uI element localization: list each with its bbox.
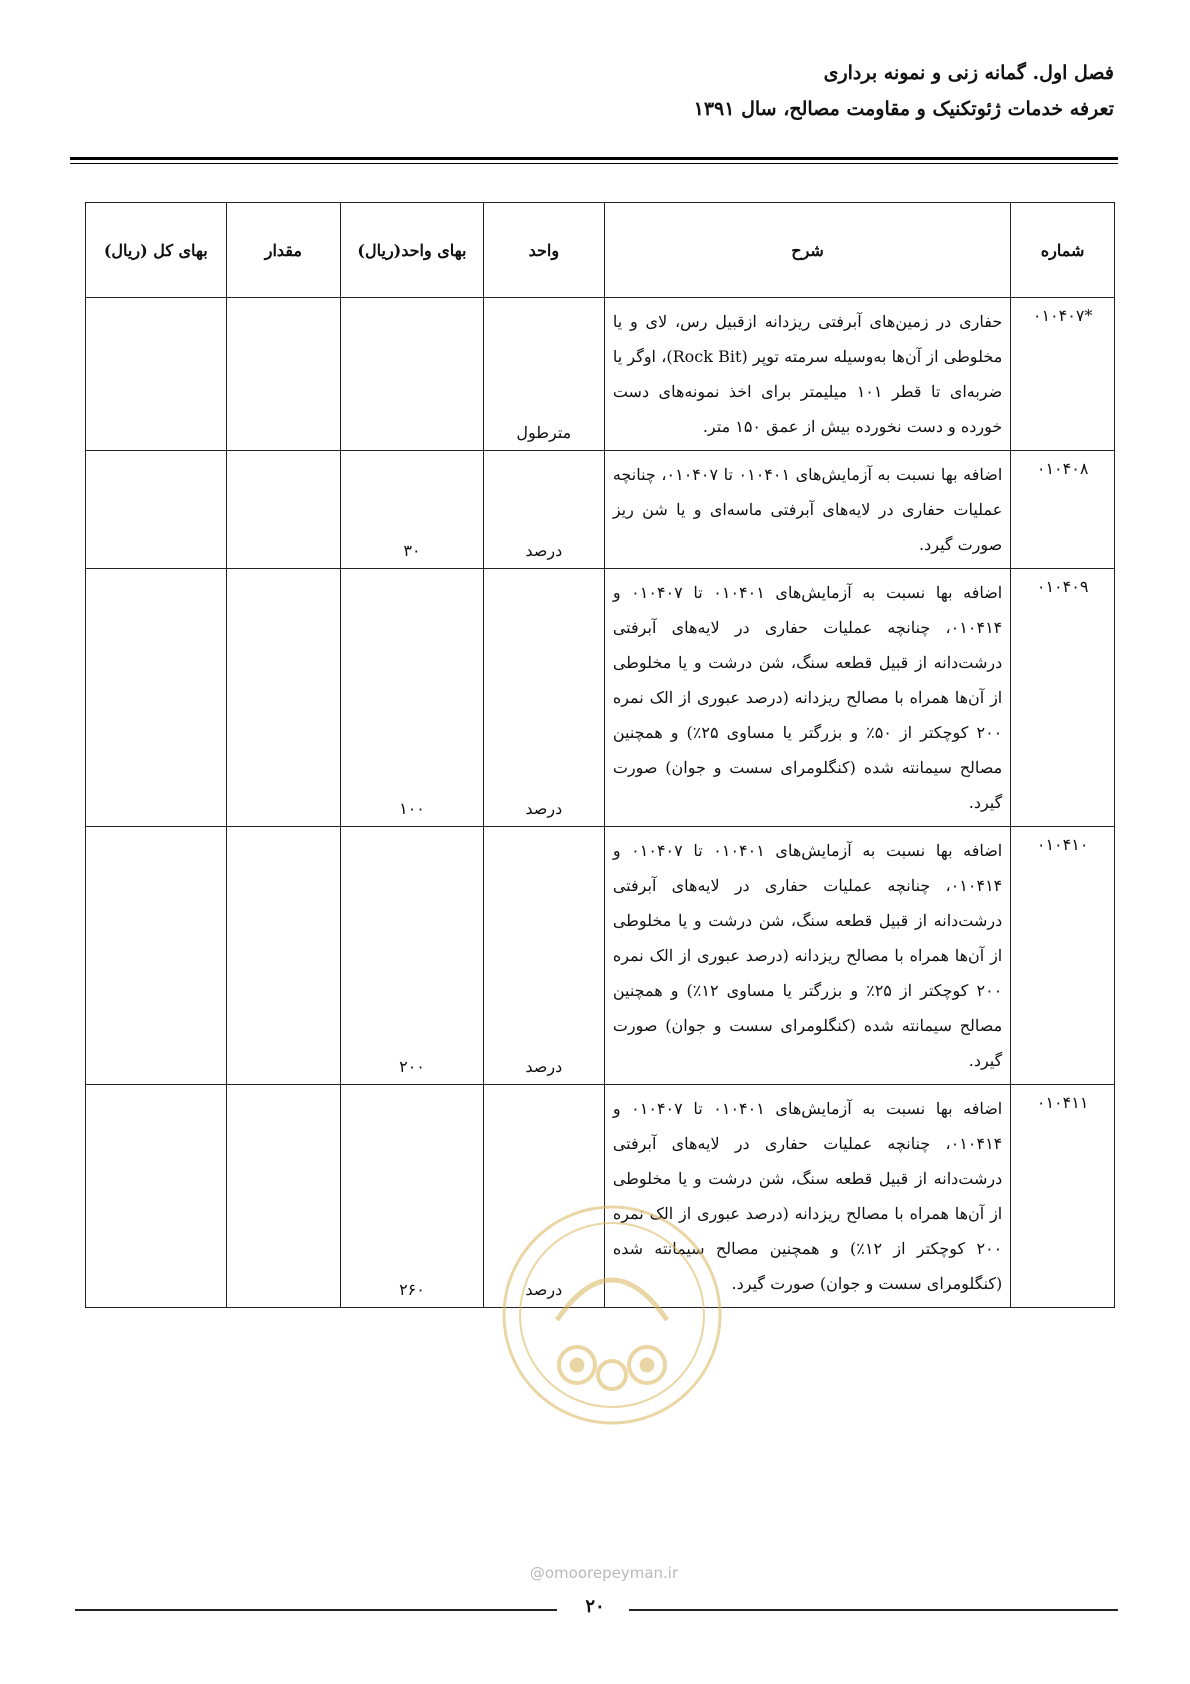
tariff-table: [85, 202, 1115, 1308]
table-row: [86, 569, 1115, 827]
row-description: اضافه بها نسبت به آزمایش‌های ۰۱۰۴۰۱ تا ۰۱۰۴۰۷، چنانچه عملیات حفاری در لایه‌های آبرفتی ماسه‌ای و یا شن ریز صورت گیرد.: [604, 451, 1010, 569]
row-code: ۰۱۰۴۰۸: [1011, 451, 1115, 569]
col-header-unit: واحد: [483, 203, 604, 298]
row-quantity: [226, 451, 341, 569]
header-rule-thin: [70, 163, 1118, 164]
table-row: [86, 451, 1115, 569]
document-title: تعرفه خدمات ژئوتکنیک و مقاومت مصالح، سال ۱۳۹۱: [693, 98, 1114, 120]
table-header-row: [86, 203, 1115, 298]
row-code: ۰۱۰۴۱۰: [1011, 827, 1115, 1085]
header-rule-thick: [70, 157, 1118, 160]
row-code: ۰۱۰۴۱۱: [1011, 1085, 1115, 1308]
table-row: [86, 827, 1115, 1085]
row-code: *۰۱۰۴۰۷: [1011, 298, 1115, 451]
page-header: [76, 62, 1114, 120]
row-description: اضافه بها نسبت به آزمایش‌های ۰۱۰۴۰۱ تا ۰۱۰۴۰۷ و ۰۱۰۴۱۴، چنانچه عملیات حفاری در لایه‌های آبرفتی درشت‌دانه از قبیل قطعه سنگ، شن درشت و یا مخلوطی از آن‌ها همراه با مصالح ریزدانه (درصد عبوری از الک نمره ۲۰۰ کوچکتر از ۲۵٪ و بزرگتر یا مساوی ۱۲٪) و همچنین مصالح سیمانته شده (کنگلومرای سست و جوان) صورت گیرد.: [604, 827, 1010, 1085]
row-unit: درصد: [483, 451, 604, 569]
footer-rule-right: [629, 1609, 1118, 1611]
page-number: ۲۰: [585, 1596, 605, 1617]
row-description: اضافه بها نسبت به آزمایش‌های ۰۱۰۴۰۱ تا ۰۱۰۴۰۷ و ۰۱۰۴۱۴، چنانچه عملیات حفاری در لایه‌های آبرفتی درشت‌دانه از قبیل قطعه سنگ، شن درشت و یا مخلوطی از آن‌ها همراه با مصالح ریزدانه (درصد عبوری از الک نمره ۲۰۰ کوچکتر از ۱۲٪) و همچنین مصالح سیمانته شده (کنگلومرای سست و جوان) صورت گیرد.: [604, 1085, 1010, 1308]
row-description: اضافه بها نسبت به آزمایش‌های ۰۱۰۴۰۱ تا ۰۱۰۴۰۷ و ۰۱۰۴۱۴، چنانچه عملیات حفاری در لایه‌های آبرفتی درشت‌دانه از قبیل قطعه سنگ، شن درشت و یا مخلوطی از آن‌ها همراه با مصالح ریزدانه (درصد عبوری از الک نمره ۲۰۰ کوچکتر از ۵۰٪ و بزرگتر یا مساوی ۲۵٪) و همچنین مصالح سیمانته شده (کنگلومرای سست و جوان) صورت گیرد.: [604, 569, 1010, 827]
row-total-price: [86, 569, 227, 827]
row-description: حفاری در زمین‌های آبرفتی ریزدانه ازقبیل رس، لای و یا مخلوطی از آن‌ها به‌وسیله سرمته توپر (Rock Bit)، اوگر یا ضربه‌ای تا قطر ۱۰۱ میلیمتر برای اخذ نمونه‌های دست خورده و دست نخورده بیش از عمق ۱۵۰ متر.: [604, 298, 1010, 451]
row-unit-price: [341, 298, 484, 451]
col-header-quantity: مقدار: [226, 203, 341, 298]
row-code: ۰۱۰۴۰۹: [1011, 569, 1115, 827]
row-unit: مترطول: [483, 298, 604, 451]
footer-rule-left: [75, 1609, 557, 1611]
row-unit-price: ۲۶۰: [341, 1085, 484, 1308]
chapter-title: فصل اول. گمانه زنی و نمونه برداری: [823, 62, 1114, 84]
watermark-site: @omoorepeyman.ir: [529, 1564, 679, 1582]
row-unit: درصد: [483, 827, 604, 1085]
row-unit: درصد: [483, 569, 604, 827]
row-quantity: [226, 1085, 341, 1308]
row-unit: درصد: [483, 1085, 604, 1308]
col-header-code: شماره: [1011, 203, 1115, 298]
row-unit-price: ۱۰۰: [341, 569, 484, 827]
col-header-total-price: بهای کل (ریال): [86, 203, 227, 298]
row-total-price: [86, 1085, 227, 1308]
row-quantity: [226, 827, 341, 1085]
row-total-price: [86, 451, 227, 569]
row-quantity: [226, 298, 341, 451]
col-header-description: شرح: [604, 203, 1010, 298]
row-total-price: [86, 827, 227, 1085]
row-unit-price: ۲۰۰: [341, 827, 484, 1085]
row-total-price: [86, 298, 227, 451]
row-quantity: [226, 569, 341, 827]
gear-seal-icon: [497, 1200, 727, 1430]
row-unit-price: ۳۰: [341, 451, 484, 569]
col-header-unit-price: بهای واحد(ریال): [341, 203, 484, 298]
table-row: [86, 298, 1115, 451]
